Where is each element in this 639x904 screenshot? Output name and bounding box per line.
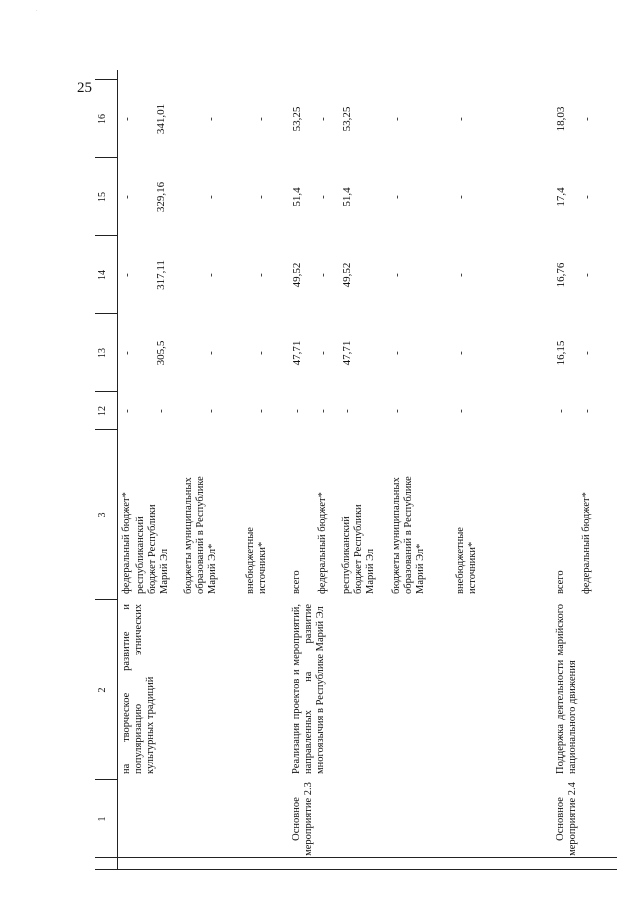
row2-v13-2: - [317,351,329,355]
row2-v12-2: - [317,409,329,413]
col-line [95,857,617,858]
row1-v12-2: - [155,409,167,413]
row2-v13-4: - [391,351,403,355]
row3-title: Основное мероприятие 2.4 [555,782,578,856]
row2-v16-1: 53,25 [291,106,303,132]
row3-v13-2: - [581,351,593,355]
row3-v12-1: - [555,409,567,413]
header-bottom-line [117,70,118,870]
row1-v15-3: - [205,195,217,199]
row1-source-2: республиканский бюджет Республики Марий Эл [135,504,170,594]
row1-source-3: бюджеты муниципальных образований в Республике Марий Эл* [183,476,218,594]
row2-source-3: республиканский бюджет Республики Марий Эл [341,504,376,594]
row2-v13-5: - [455,351,467,355]
row2-v12-1: - [291,409,303,413]
row2-title: Основное мероприятие 2.3 [291,782,314,856]
row2-v13-1: 47,71 [291,340,303,366]
row1-v12-1: - [121,409,133,413]
row1-v14-3: - [205,273,217,277]
header-col-13: 13 [97,348,108,358]
row3-v12-2: - [581,409,593,413]
row2-v14-3: 49,52 [341,262,353,288]
header-col-1: 1 [97,816,108,822]
row2-v16-5: - [455,117,467,121]
header-col-2: 2 [97,687,108,693]
row3-v14-1: 16,76 [555,262,567,288]
row1-v13-1: - [121,351,133,355]
row2-v15-1: 51,4 [291,187,303,207]
row1-v16-1: - [121,117,133,121]
row2-v14-4: - [391,273,403,277]
row2-description: Реализация проектов и мероприятий, направленных на развитие многоязычия в Республике Марий Эл [291,604,326,774]
row2-v13-3: 47,71 [341,340,353,366]
header-col-12: 12 [97,406,108,416]
row2-v15-5: - [455,195,467,199]
budget-table [95,70,617,870]
row2-v14-1: 49,52 [291,262,303,288]
row1-source-1: федеральный бюджет* [121,492,132,594]
row2-source-5: внебюджетные источники* [455,527,478,594]
row2-v16-3: 53,25 [341,106,353,132]
row1-v16-3: - [205,117,217,121]
row1-v13-3: - [205,351,217,355]
row1-v15-4: - [255,195,267,199]
row3-description: Поддержка деятельности марийского национального движения [555,604,578,774]
row3-v15-2: - [581,195,593,199]
row2-v14-2: - [317,273,329,277]
row1-v12-3: - [205,409,217,413]
row1-v16-4: - [255,117,267,121]
scan-mark: · [36,9,38,14]
row2-v12-5: - [455,409,467,413]
row1-v15-1: - [121,195,133,199]
row2-v12-4: - [391,409,403,413]
row1-v14-1: - [121,273,133,277]
row1-v13-4: - [255,351,267,355]
header-col-3: 3 [97,512,108,518]
row2-source-1: всего [291,570,302,594]
row2-v16-2: - [317,117,329,121]
row3-source-2: федеральный бюджет* [581,492,592,594]
page-number: 25 [77,80,92,96]
row1-v14-4: - [255,273,267,277]
row1-v13-2: 305,5 [155,340,167,366]
row2-source-4: бюджеты муниципальных образований в Республике Марий Эл* [391,476,426,594]
row3-v16-2: - [581,117,593,121]
header-col-15: 15 [97,192,108,202]
row2-v16-4: - [391,117,403,121]
row3-v14-2: - [581,273,593,277]
row3-v16-1: 18,03 [555,106,567,132]
col-line [95,869,617,870]
row1-v15-2: 329,16 [155,181,167,213]
row3-v15-1: 17,4 [555,187,567,207]
row1-v14-2: 317,11 [155,260,167,290]
row2-source-2: федеральный бюджет* [317,492,328,594]
header-col-16: 16 [97,114,108,124]
row2-v15-2: - [317,195,329,199]
row3-v13-1: 16,15 [555,340,567,366]
row2-v15-3: 51,4 [341,187,353,207]
header-col-14: 14 [97,270,108,280]
row3-source-1: всего [555,570,566,594]
row1-source-4: внебюджетные источники* [245,527,268,594]
row1-description: на творческое развитие и популяризацию этнических культурных традиций [121,604,156,774]
row2-v15-4: - [391,195,403,199]
row1-v16-2: 341,01 [155,103,167,135]
row2-v14-5: - [455,273,467,277]
row1-v12-4: - [255,409,267,413]
row2-v12-3: - [341,409,353,413]
